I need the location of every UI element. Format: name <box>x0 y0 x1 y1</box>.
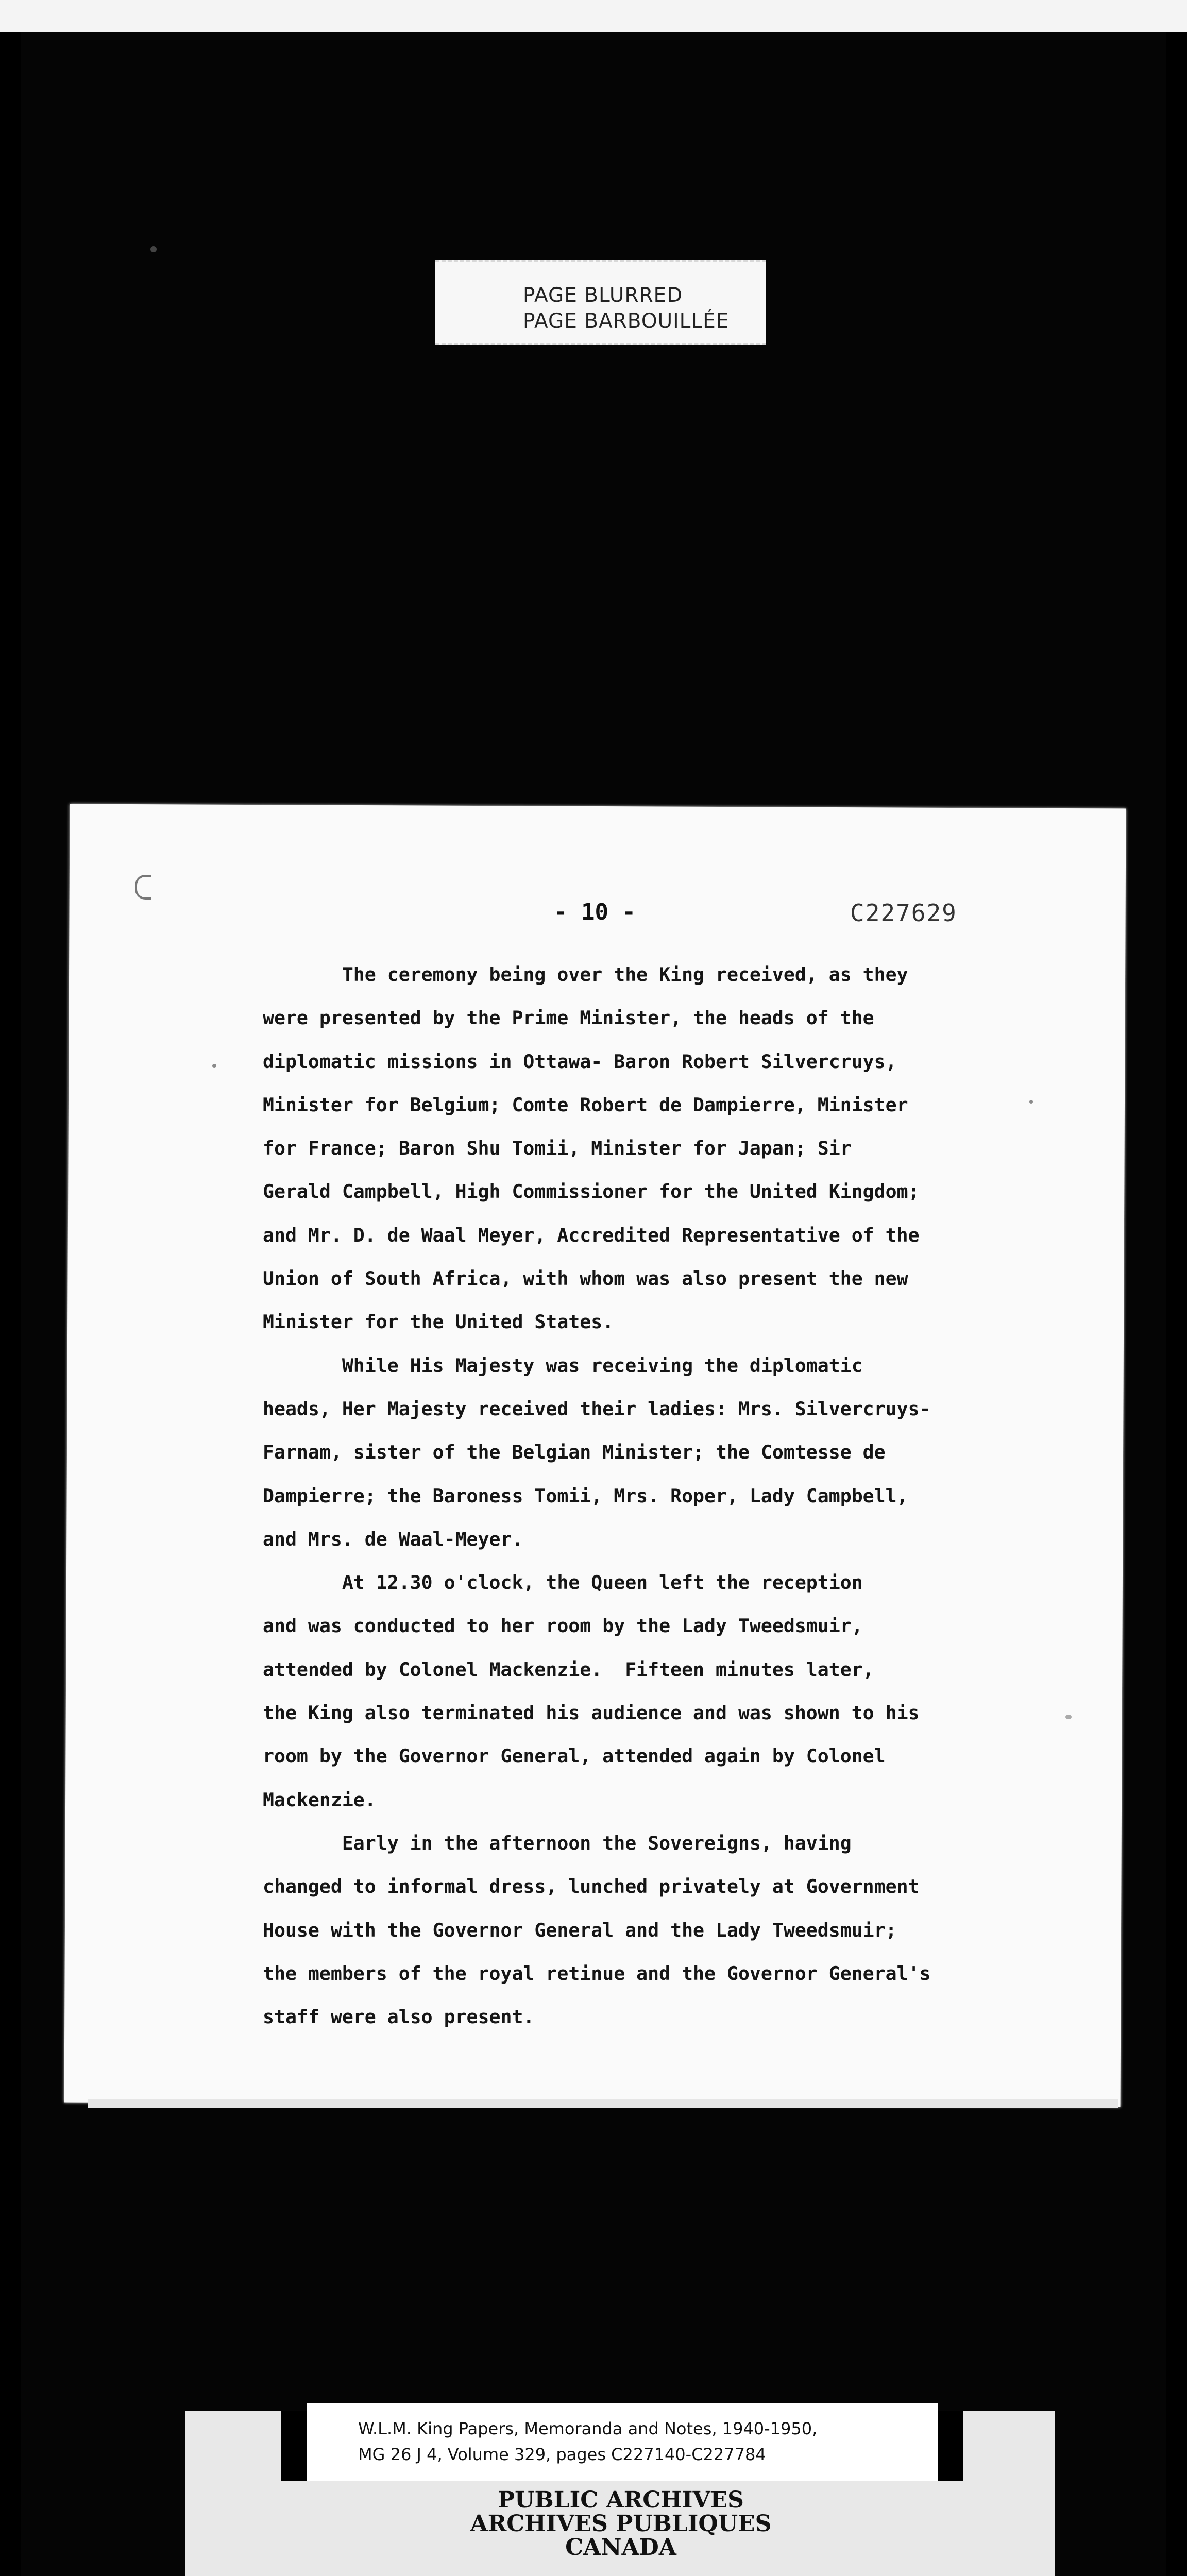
body-text-line: Early in the afternoon the Sovereigns, having <box>263 1832 852 1854</box>
body-text-line: The ceremony being over the King received, as they <box>263 963 908 986</box>
citation-label <box>307 2403 938 2481</box>
film-speck <box>212 1064 216 1068</box>
body-text-line: and Mrs. de Waal-Meyer. <box>263 1528 523 1550</box>
film-edge-left <box>0 32 21 2576</box>
archive-stamp-number: C227629 <box>850 899 957 927</box>
citation-line-2: MG 26 J 4, Volume 329, pages C227140-C227784 <box>358 2445 766 2464</box>
top-film-strip <box>0 0 1187 32</box>
body-text-line: Dampierre; the Baroness Tomii, Mrs. Roper, Lady Campbell, <box>263 1484 908 1507</box>
body-text-line: While His Majesty was receiving the diplomatic <box>263 1354 863 1377</box>
page-bottom-edge <box>88 2099 1118 2108</box>
body-text-line: House with the Governor General and the Lady Tweedsmuir; <box>263 1919 897 1941</box>
body-text-line: the King also terminated his audience and was shown to his <box>263 1702 920 1724</box>
body-text-line: Minister for Belgium; Comte Robert de Dampierre, Minister <box>263 1093 908 1116</box>
punch-hole-mark <box>135 875 151 900</box>
body-text-line: attended by Colonel Mackenzie. Fifteen minutes later, <box>263 1658 874 1681</box>
body-text-line: and Mr. D. de Waal Meyer, Accredited Representative of the <box>263 1224 920 1246</box>
public-archives-logo-text <box>402 2488 840 2560</box>
archives-line-french: ARCHIVES PUBLIQUES <box>470 2511 772 2537</box>
body-text-line: Farnam, sister of the Belgian Minister; the Comtesse de <box>263 1441 886 1464</box>
body-text-line: heads, Her Majesty received their ladies: Mrs. Silvercruys- <box>263 1397 931 1420</box>
body-text-line: Minister for the United States. <box>263 1311 614 1333</box>
page-number: - 10 - <box>554 899 636 925</box>
archives-line-country: CANADA <box>565 2534 676 2561</box>
body-text-line: Mackenzie. <box>263 1788 376 1811</box>
body-text-line: diplomatic missions in Ottawa- Baron Robert Silvercruys, <box>263 1050 897 1073</box>
body-text-line: room by the Governor General, attended again by Colonel <box>263 1745 886 1768</box>
body-text-line: Union of South Africa, with whom was also present the new <box>263 1267 908 1290</box>
film-speck <box>1065 1715 1072 1719</box>
film-edge-right <box>1166 32 1187 2576</box>
page-blurred-label <box>435 260 766 345</box>
frame-notch-left <box>281 2411 307 2481</box>
body-text-line: and was conducted to her room by the Lady Tweedsmuir, <box>263 1615 863 1637</box>
blur-notice-english: PAGE BLURRED <box>523 284 683 307</box>
archives-line-english: PUBLIC ARCHIVES <box>498 2487 744 2513</box>
body-text-line: were presented by the Prime Minister, the heads of the <box>263 1007 874 1029</box>
frame-notch-right <box>938 2411 963 2481</box>
body-text-line: At 12.30 o'clock, the Queen left the reception <box>263 1571 863 1594</box>
film-speck <box>1029 1100 1033 1104</box>
body-text-line: changed to informal dress, lunched privately at Government <box>263 1875 920 1898</box>
document-body <box>263 953 1066 2039</box>
body-text-line: the members of the royal retinue and the Governor General's <box>263 1962 931 1985</box>
body-text-line: for France; Baron Shu Tomii, Minister for Japan; Sir <box>263 1137 852 1160</box>
body-text-line: Gerald Campbell, High Commissioner for the United Kingdom; <box>263 1180 920 1203</box>
film-speck <box>150 246 157 252</box>
citation-line-1: W.L.M. King Papers, Memoranda and Notes, 1940-1950, <box>358 2419 818 2438</box>
body-text-line: staff were also present. <box>263 2006 535 2028</box>
blur-notice-french: PAGE BARBOUILLÉE <box>523 310 730 333</box>
